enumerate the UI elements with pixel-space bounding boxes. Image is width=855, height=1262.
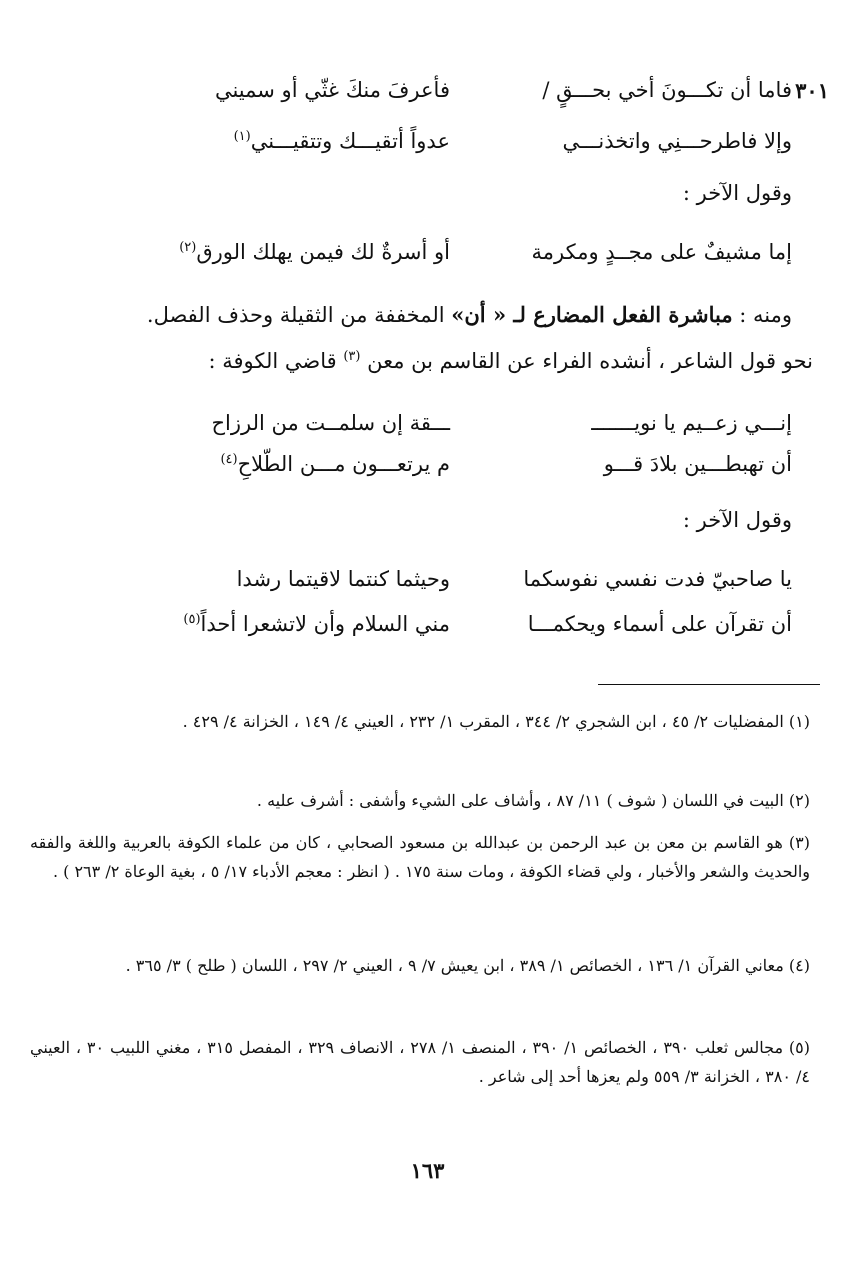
intro-line-4: وقول الآخر :	[682, 508, 792, 532]
verse-5-hemistich-a: أن تهبطـــين بلادَ قـــو	[603, 452, 792, 476]
verse-7-hemistich-a: أن تقرآن على أسماء ويحكمـــا	[527, 612, 792, 636]
intro-line-2: وقول الآخر :	[682, 181, 792, 205]
verse-6-hemistich-a: يا صاحبيّ فدت نفسي نفوسكما	[523, 567, 792, 591]
footnote-ref-4: (٤)	[220, 452, 238, 467]
verse-7-hemistich-b: مني السلام وأن لاتشعرا أحداً$^{(٥)}$	[183, 612, 450, 636]
verse-3-hemistich-a: إما مشيفٌ على مجــدٍ ومكرمة	[531, 240, 792, 264]
verse-5-hemistich-b: م يرتعـــون مـــن الطّلاحِ$^{(٤)}$	[220, 452, 450, 476]
verse-1-hemistich-b: فأعرفَ منكَ غثّي أو سميني	[214, 78, 450, 102]
paragraph-3-line-1: ومنه : مباشرة الفعل المضارع لـ « أن» المخففة من الثقيلة وحذف الفصل.	[146, 302, 792, 327]
footnote-4: (٤) معاني القرآن ١/ ١٣٦ ، الخصائص ١/ ٣٨٩ ، ابن يعيش ٧/ ٩ ، العيني ٢/ ٢٩٧ ، اللسان ( طلح ) ٣/ ٣٦٥ .	[125, 956, 810, 975]
footnote-ref-1: (١)	[233, 129, 251, 144]
footnote-divider	[598, 684, 820, 685]
verse-2-hemistich-b: عدواً أتقيـــك وتتقيـــني$^{(١)}$	[233, 129, 450, 153]
footnote-3: (٣) هو القاسم بن معن بن عبد الرحمن بن عبدالله بن مسعود الصحابي ، كان من علماء الكوفة بالعربية واللغة والفقه والحديث والشعر والأخبار ، ولي قضاء الكوفة ، ومات سنة ١٧٥ . ( انظر : معجم الأدباء ١٧/ ٥ ، بغية الوعاة ٢/ ٢٦٣ ) .	[30, 833, 810, 881]
verse-1-hemistich-a: فاما أن تكـــونَ أخي بحـــقٍ /	[542, 78, 792, 102]
footnote-2: (٢) البيت في اللسان ( شوف ) ١١/ ٨٧ ، وأشاف على الشيء وأشفى : أشرف عليه .	[256, 791, 810, 810]
verse-4-hemistich-a: إنـــي زعــيم يا نويـــــــ	[591, 411, 792, 435]
verse-6-hemistich-b: وحيثما كنتما لاقيتما رشدا	[236, 567, 450, 591]
footnote-1: (١) المفضليات ٢/ ٤٥ ، ابن الشجري ٢/ ٣٤٤ ، المقرب ١/ ٢٣٢ ، العيني ٤/ ١٤٩ ، الخزانة ٤/ ٤٢٩ .	[182, 712, 810, 731]
line-number: ٣٠١	[795, 78, 829, 103]
verse-4-hemistich-b: ـــقة إن سلمــت من الرزاح	[211, 411, 450, 435]
verse-3-hemistich-b: أو أسرةٌ لك فيمن يهلك الورق$^{(٢)}$	[179, 240, 450, 264]
footnote-ref-5: (٥)	[183, 612, 201, 627]
footnote-5: (٥) مجالس ثعلب ٣٩٠ ، الخصائص ١/ ٣٩٠ ، المنصف ١/ ٢٧٨ ، الانصاف ٣٢٩ ، المفصل ٣١٥ ، مغني اللبيب ٣٠ ، العيني ٤/ ٣٨٠ ، الخزانة ٣/ ٥٥٩ ولم يعزها أحد إلى شاعر .	[30, 1038, 811, 1086]
verse-2-hemistich-a: وإلا فاطرحـــنِي واتخذنـــي	[562, 129, 792, 153]
footnote-ref-3: (٣)	[343, 349, 361, 364]
footnote-ref-2: (٢)	[179, 240, 197, 255]
paragraph-3-line-2: نحو قول الشاعر ، أنشده الفراء عن القاسم بن معن $^{(٣)}$ قاضي الكوفة :	[208, 349, 813, 373]
page-number: ١٦٣	[410, 1158, 445, 1183]
